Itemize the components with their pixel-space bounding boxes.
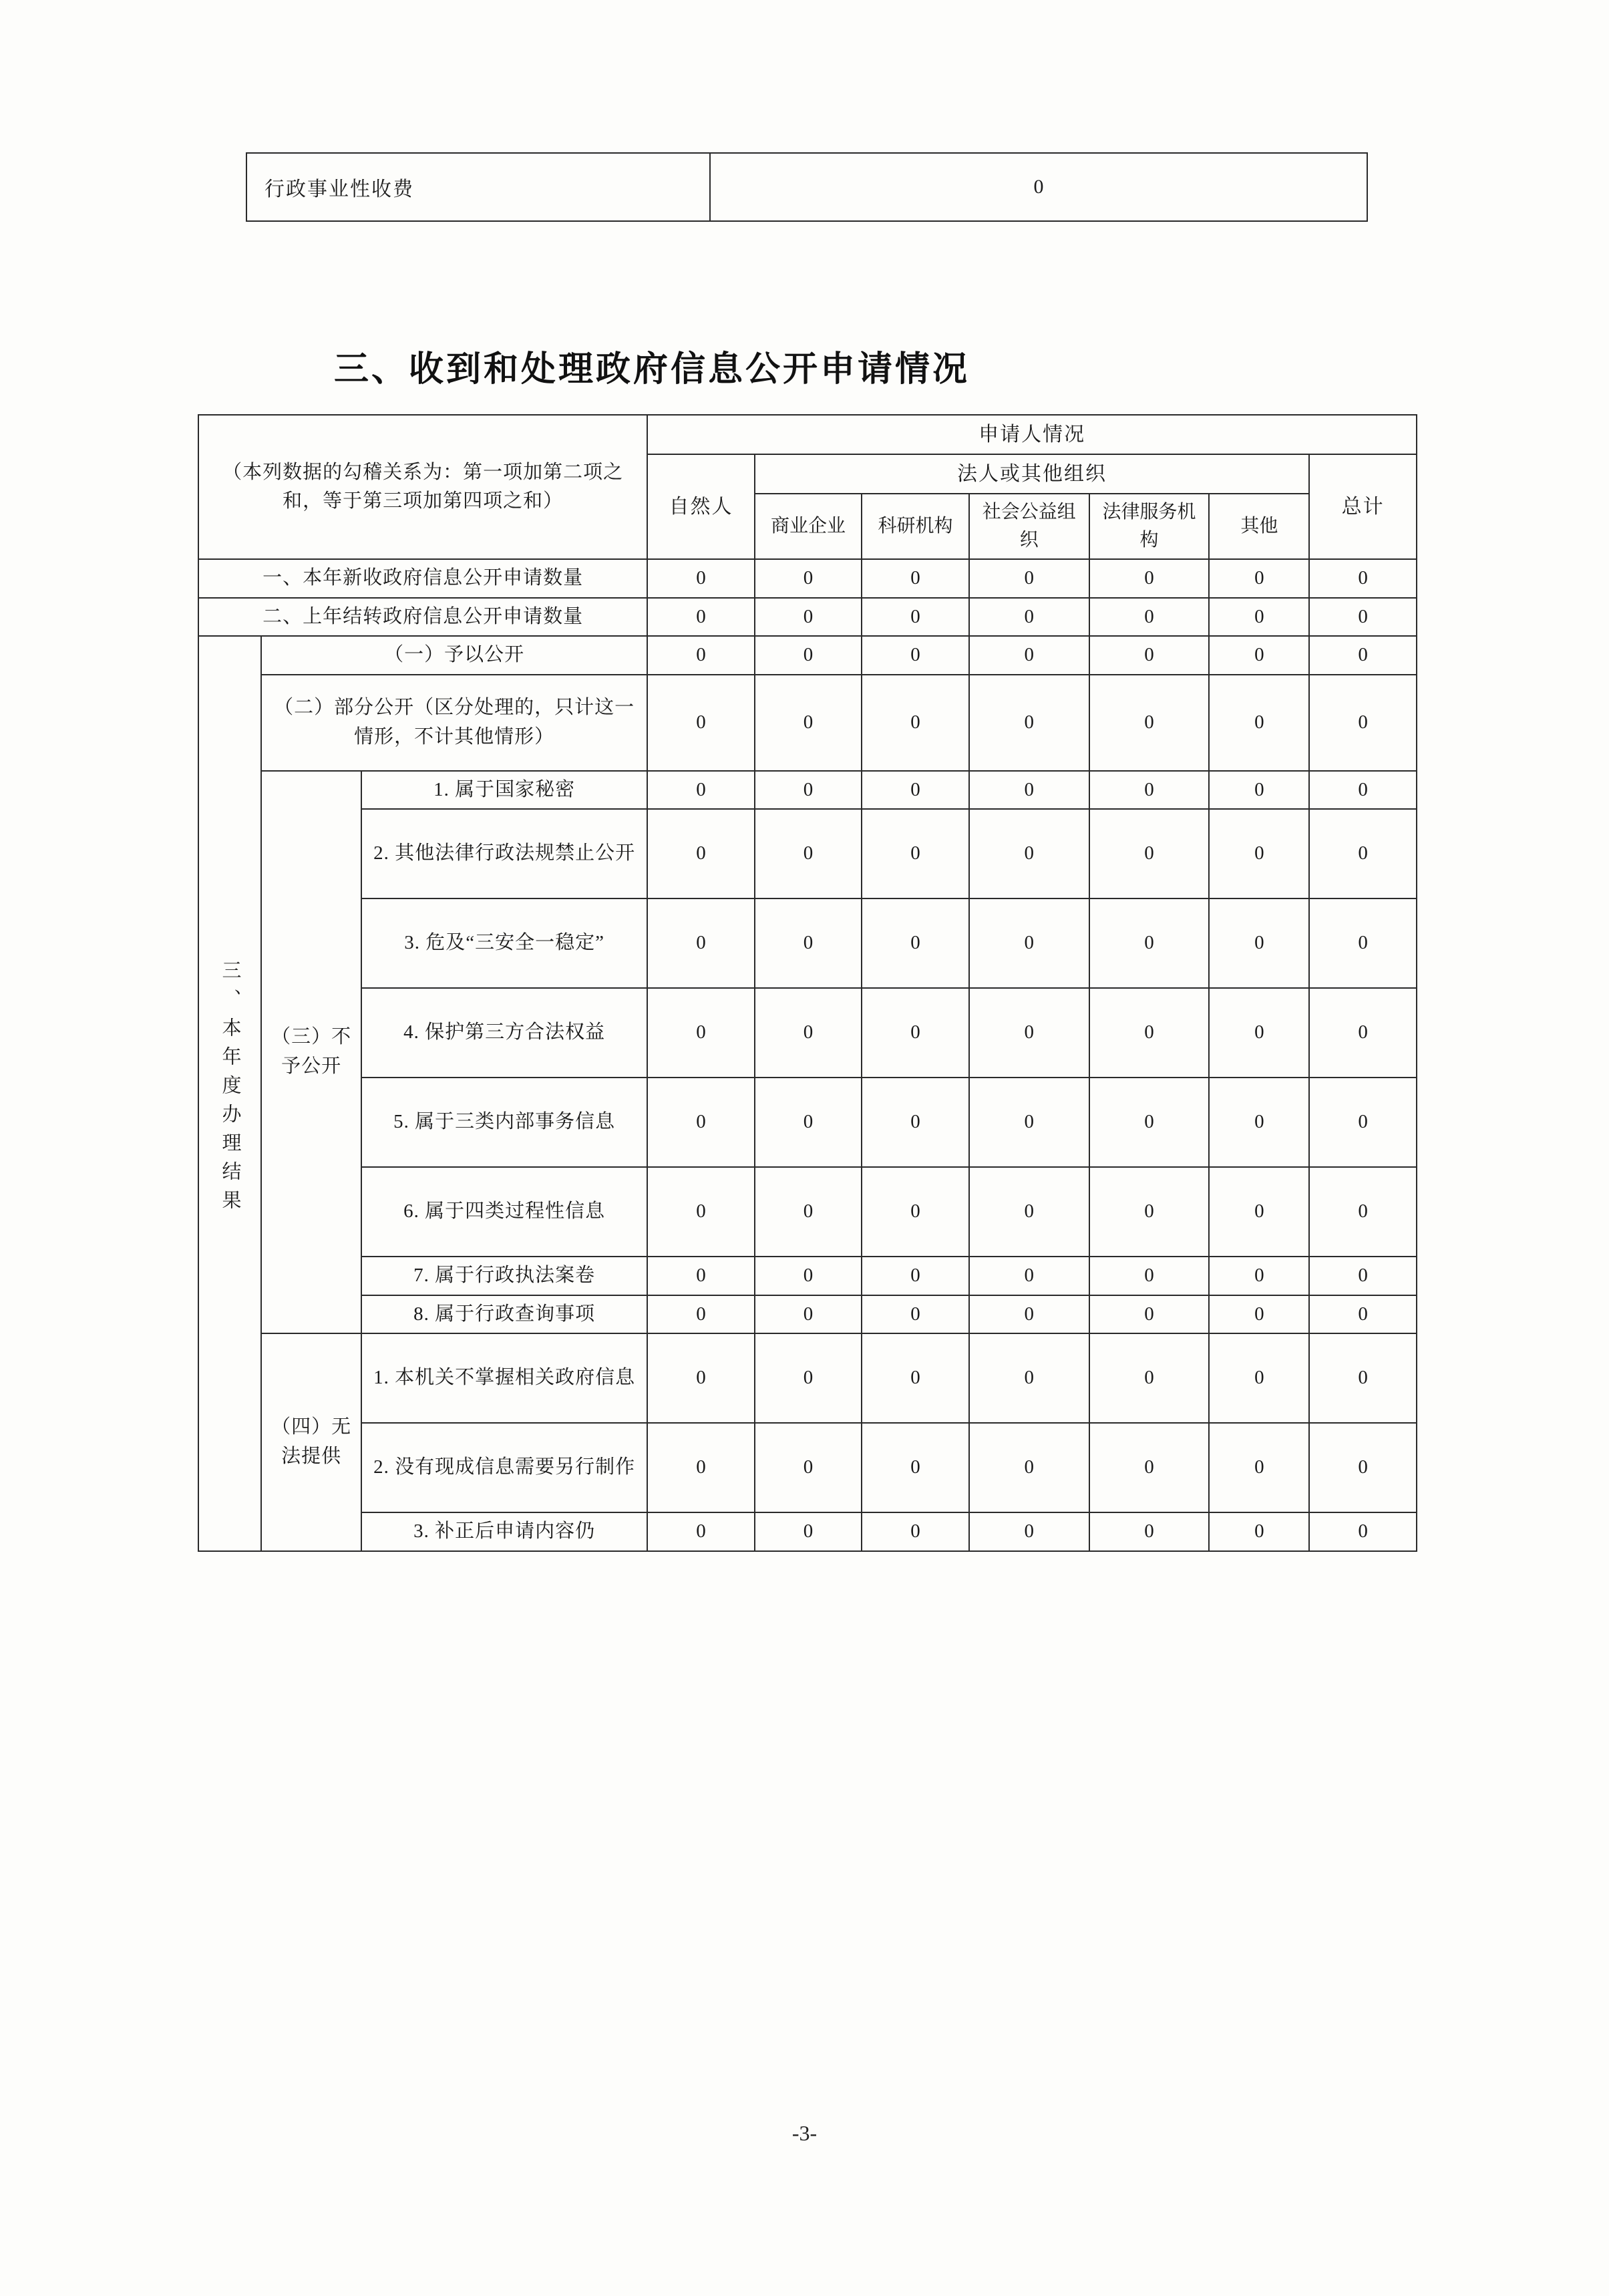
cell-natural: 0 bbox=[647, 1333, 755, 1423]
row-label: （二）部分公开（区分处理的，只计这一情形，不计其他情形） bbox=[261, 675, 647, 771]
cell-other: 0 bbox=[1209, 771, 1309, 810]
header-welfare: 社会公益组织 bbox=[969, 494, 1089, 559]
header-note: （本列数据的勾稽关系为：第一项加第二项之和，等于第三项加第四项之和） bbox=[198, 415, 647, 559]
header-legal-group: 法人或其他组织 bbox=[755, 454, 1310, 494]
cell-business: 0 bbox=[755, 1257, 862, 1295]
cell-business: 0 bbox=[755, 598, 862, 637]
group-label-cannot-provide: （四）无法提供 bbox=[261, 1333, 361, 1551]
cell-business: 0 bbox=[755, 809, 862, 898]
row-label: 一、本年新收政府信息公开申请数量 bbox=[198, 559, 647, 598]
cell-natural: 0 bbox=[647, 1512, 755, 1551]
cell-legal-service: 0 bbox=[1089, 809, 1210, 898]
cell-research: 0 bbox=[862, 1257, 969, 1295]
cell-other: 0 bbox=[1209, 1333, 1309, 1423]
cell-legal-service: 0 bbox=[1089, 1167, 1210, 1257]
cell-natural: 0 bbox=[647, 1423, 755, 1512]
cell-natural: 0 bbox=[647, 988, 755, 1078]
table-header-row-1 bbox=[198, 415, 1417, 454]
information-disclosure-request-table bbox=[198, 414, 1417, 1552]
header-legal-service: 法律服务机构 bbox=[1089, 494, 1210, 559]
fee-value: 0 bbox=[710, 153, 1367, 221]
header-other: 其他 bbox=[1209, 494, 1309, 559]
row-label: 7. 属于行政执法案卷 bbox=[361, 1257, 647, 1295]
cell-business: 0 bbox=[755, 1167, 862, 1257]
cell-natural: 0 bbox=[647, 1078, 755, 1167]
table-row-no-disclose-2 bbox=[198, 809, 1417, 898]
cell-welfare: 0 bbox=[969, 1423, 1089, 1512]
table-row-cannot-provide-2 bbox=[198, 1423, 1417, 1512]
cell-natural: 0 bbox=[647, 809, 755, 898]
cell-other: 0 bbox=[1209, 1078, 1309, 1167]
cell-legal-service: 0 bbox=[1089, 1333, 1210, 1423]
table-row-no-disclose-1 bbox=[198, 771, 1417, 810]
row-label: 1. 属于国家秘密 bbox=[361, 771, 647, 810]
cell-research: 0 bbox=[862, 771, 969, 810]
cell-research: 0 bbox=[862, 675, 969, 771]
cell-total: 0 bbox=[1309, 898, 1417, 988]
table-row-no-disclose-3 bbox=[198, 898, 1417, 988]
cell-natural: 0 bbox=[647, 559, 755, 598]
cell-legal-service: 0 bbox=[1089, 988, 1210, 1078]
header-business: 商业企业 bbox=[755, 494, 862, 559]
cell-welfare: 0 bbox=[969, 1512, 1089, 1551]
row-label: 4. 保护第三方合法权益 bbox=[361, 988, 647, 1078]
row-label: 2. 其他法律行政法规禁止公开 bbox=[361, 809, 647, 898]
table-row-partial-disclose bbox=[198, 675, 1417, 771]
cell-total: 0 bbox=[1309, 1167, 1417, 1257]
cell-research: 0 bbox=[862, 809, 969, 898]
cell-research: 0 bbox=[862, 1423, 969, 1512]
cell-legal-service: 0 bbox=[1089, 1257, 1210, 1295]
cell-total: 0 bbox=[1309, 675, 1417, 771]
cell-other: 0 bbox=[1209, 1167, 1309, 1257]
cell-welfare: 0 bbox=[969, 771, 1089, 810]
cell-business: 0 bbox=[755, 1333, 862, 1423]
table-row-no-disclose-4 bbox=[198, 988, 1417, 1078]
cell-other: 0 bbox=[1209, 675, 1309, 771]
group-label-no-disclosure: （三）不予公开 bbox=[261, 771, 361, 1334]
cell-total: 0 bbox=[1309, 988, 1417, 1078]
cell-research: 0 bbox=[862, 559, 969, 598]
cell-business: 0 bbox=[755, 1295, 862, 1334]
cell-welfare: 0 bbox=[969, 675, 1089, 771]
page-number: -3- bbox=[791, 2121, 818, 2145]
cell-business: 0 bbox=[755, 898, 862, 988]
cell-research: 0 bbox=[862, 636, 969, 675]
cell-research: 0 bbox=[862, 898, 969, 988]
row-label: 6. 属于四类过程性信息 bbox=[361, 1167, 647, 1257]
cell-total: 0 bbox=[1309, 1078, 1417, 1167]
cell-legal-service: 0 bbox=[1089, 559, 1210, 598]
row-label: （一）予以公开 bbox=[261, 636, 647, 675]
cell-research: 0 bbox=[862, 988, 969, 1078]
cell-business: 0 bbox=[755, 559, 862, 598]
cell-welfare: 0 bbox=[969, 1257, 1089, 1295]
group-label-annual-results bbox=[198, 636, 261, 1551]
cell-welfare: 0 bbox=[969, 598, 1089, 637]
cell-natural: 0 bbox=[647, 636, 755, 675]
cell-natural: 0 bbox=[647, 1167, 755, 1257]
cell-legal-service: 0 bbox=[1089, 675, 1210, 771]
header-total: 总计 bbox=[1309, 454, 1417, 559]
cell-total: 0 bbox=[1309, 1423, 1417, 1512]
section-heading: 三、收到和处理政府信息公开申请情况 bbox=[334, 350, 970, 389]
cell-natural: 0 bbox=[647, 1257, 755, 1295]
cell-total: 0 bbox=[1309, 1295, 1417, 1334]
header-research: 科研机构 bbox=[862, 494, 969, 559]
cell-research: 0 bbox=[862, 1167, 969, 1257]
cell-business: 0 bbox=[755, 771, 862, 810]
row-label: 3. 危及“三安全一稳定” bbox=[361, 898, 647, 988]
cell-welfare: 0 bbox=[969, 1333, 1089, 1423]
cell-total: 0 bbox=[1309, 809, 1417, 898]
cell-other: 0 bbox=[1209, 1257, 1309, 1295]
cell-research: 0 bbox=[862, 598, 969, 637]
cell-welfare: 0 bbox=[969, 898, 1089, 988]
cell-natural: 0 bbox=[647, 771, 755, 810]
cell-business: 0 bbox=[755, 1512, 862, 1551]
cell-welfare: 0 bbox=[969, 809, 1089, 898]
row-label: 5. 属于三类内部事务信息 bbox=[361, 1078, 647, 1167]
cell-business: 0 bbox=[755, 675, 862, 771]
table-row-new-requests bbox=[198, 559, 1417, 598]
cell-legal-service: 0 bbox=[1089, 1295, 1210, 1334]
cell-research: 0 bbox=[862, 1333, 969, 1423]
cell-other: 0 bbox=[1209, 598, 1309, 637]
header-natural-person: 自然人 bbox=[647, 454, 755, 559]
header-applicant-group: 申请人情况 bbox=[647, 415, 1417, 454]
row-label: 二、上年结转政府信息公开申请数量 bbox=[198, 598, 647, 637]
cell-legal-service: 0 bbox=[1089, 1423, 1210, 1512]
cell-business: 0 bbox=[755, 988, 862, 1078]
cell-total: 0 bbox=[1309, 1257, 1417, 1295]
cell-natural: 0 bbox=[647, 675, 755, 771]
table-row-disclose bbox=[198, 636, 1417, 675]
cell-total: 0 bbox=[1309, 559, 1417, 598]
table-row-cannot-provide-3 bbox=[198, 1512, 1417, 1551]
group-label-text: 三、本年度办理结果 bbox=[219, 959, 241, 1218]
cell-total: 0 bbox=[1309, 1512, 1417, 1551]
cell-natural: 0 bbox=[647, 898, 755, 988]
cell-legal-service: 0 bbox=[1089, 1078, 1210, 1167]
cell-legal-service: 0 bbox=[1089, 898, 1210, 988]
table-row-no-disclose-8 bbox=[198, 1295, 1417, 1334]
cell-research: 0 bbox=[862, 1512, 969, 1551]
cell-business: 0 bbox=[755, 1423, 862, 1512]
row-label: 2. 没有现成信息需要另行制作 bbox=[361, 1423, 647, 1512]
cell-other: 0 bbox=[1209, 1512, 1309, 1551]
cell-natural: 0 bbox=[647, 598, 755, 637]
cell-welfare: 0 bbox=[969, 988, 1089, 1078]
cell-business: 0 bbox=[755, 636, 862, 675]
cell-natural: 0 bbox=[647, 1295, 755, 1334]
cell-other: 0 bbox=[1209, 988, 1309, 1078]
cell-other: 0 bbox=[1209, 636, 1309, 675]
cell-research: 0 bbox=[862, 1078, 969, 1167]
row-label: 1. 本机关不掌握相关政府信息 bbox=[361, 1333, 647, 1423]
cell-other: 0 bbox=[1209, 559, 1309, 598]
cell-welfare: 0 bbox=[969, 1295, 1089, 1334]
cell-welfare: 0 bbox=[969, 1078, 1089, 1167]
cell-welfare: 0 bbox=[969, 1167, 1089, 1257]
table-row bbox=[246, 153, 1367, 221]
cell-welfare: 0 bbox=[969, 559, 1089, 598]
cell-total: 0 bbox=[1309, 598, 1417, 637]
table-row-cannot-provide-1 bbox=[198, 1333, 1417, 1423]
cell-legal-service: 0 bbox=[1089, 771, 1210, 810]
cell-research: 0 bbox=[862, 1295, 969, 1334]
cell-welfare: 0 bbox=[969, 636, 1089, 675]
table-row-no-disclose-7 bbox=[198, 1257, 1417, 1295]
cell-other: 0 bbox=[1209, 809, 1309, 898]
cell-legal-service: 0 bbox=[1089, 598, 1210, 637]
cell-other: 0 bbox=[1209, 898, 1309, 988]
cell-business: 0 bbox=[755, 1078, 862, 1167]
row-label: 3. 补正后申请内容仍 bbox=[361, 1512, 647, 1551]
cell-legal-service: 0 bbox=[1089, 1512, 1210, 1551]
fee-label: 行政事业性收费 bbox=[246, 153, 710, 221]
cell-other: 0 bbox=[1209, 1423, 1309, 1512]
cell-legal-service: 0 bbox=[1089, 636, 1210, 675]
cell-total: 0 bbox=[1309, 771, 1417, 810]
fees-table bbox=[246, 152, 1368, 222]
cell-other: 0 bbox=[1209, 1295, 1309, 1334]
table-row-no-disclose-6 bbox=[198, 1167, 1417, 1257]
table-row-carried-over bbox=[198, 598, 1417, 637]
row-label: 8. 属于行政查询事项 bbox=[361, 1295, 647, 1334]
table-row-no-disclose-5 bbox=[198, 1078, 1417, 1167]
cell-total: 0 bbox=[1309, 1333, 1417, 1423]
cell-total: 0 bbox=[1309, 636, 1417, 675]
